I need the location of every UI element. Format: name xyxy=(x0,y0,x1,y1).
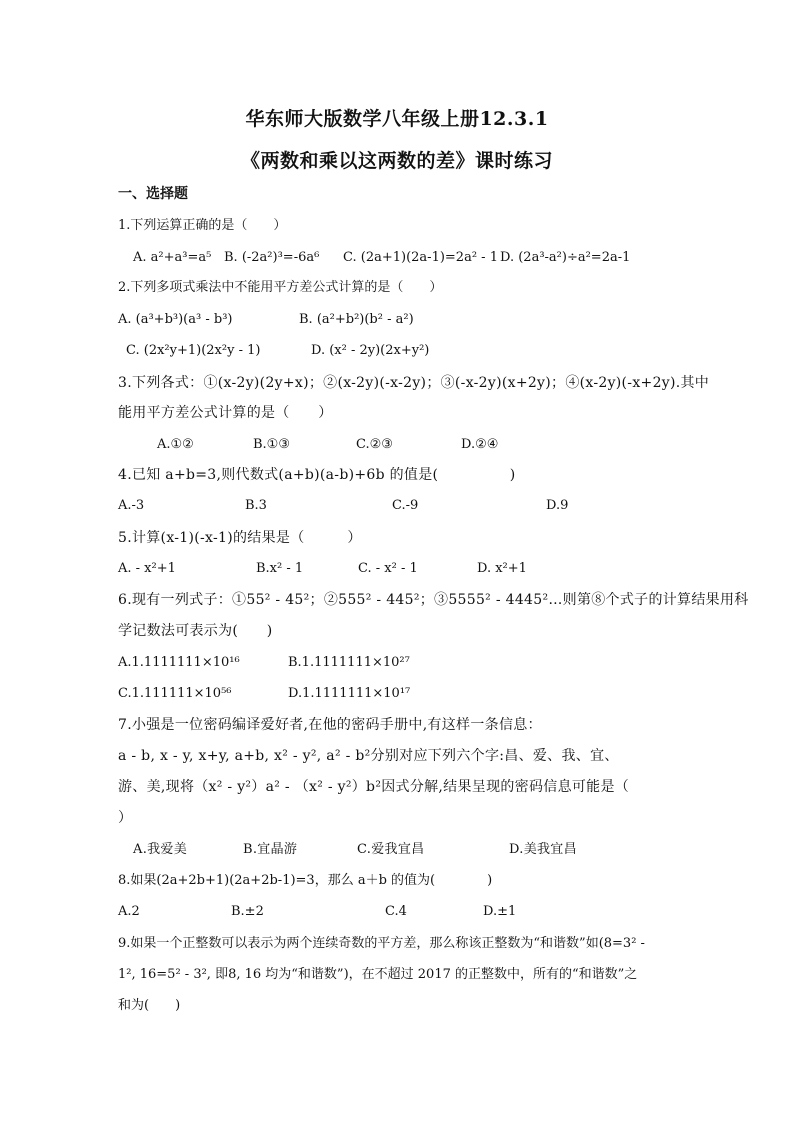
question-6-stem-line-1: 6.现有一列式子：①55² - 45²；②555² - 445²；③5555² - 4445²…则第⑧个式子的计算结果用科 xyxy=(118,592,749,608)
question-1-option-d: D. (2a³-a²)÷a²=2a-1 xyxy=(500,250,631,265)
question-2-stem: 2.下列多项式乘法中不能用平方差公式计算的是（ ） xyxy=(118,280,443,295)
question-5-option-b: B.x² - 1 xyxy=(256,561,304,576)
question-2-option-b: B. (a²+b²)(b² - a²) xyxy=(299,312,414,327)
question-7-option-d: D.美我宜昌 xyxy=(509,842,577,857)
title-line-2: 《两数和乘以这两数的差》课时练习 xyxy=(240,150,553,172)
question-2-option-d: D. (x² - 2y)(2x+y²) xyxy=(311,343,430,358)
question-4-option-b: B.3 xyxy=(245,498,267,513)
question-5-option-c: C. - x² - 1 xyxy=(358,561,418,576)
question-9-stem-line-1: 9.如果一个正整数可以表示为两个连续奇数的平方差，那么称该正整数为“和谐数”如(8=3² - xyxy=(118,936,645,951)
section-heading: 一、选择题 xyxy=(118,186,188,202)
question-1-option-c: C. (2a+1)(2a-1)=2a² - 1 xyxy=(343,250,498,265)
question-1-option-b: B. (-2a²)³=-6a⁶ xyxy=(224,250,320,265)
question-4-option-a: A.-3 xyxy=(118,498,145,513)
question-7-option-c: C.爱我宜昌 xyxy=(357,842,425,857)
question-5-option-a: A. - x²+1 xyxy=(118,561,176,576)
question-7-stem-line-3: 游、美,现将（x² - y²）a² - （x² - y²）b²因式分解,结果呈现的密码信息可能是（ xyxy=(118,779,630,795)
question-5-option-d: D. x²+1 xyxy=(477,561,527,576)
question-4-option-c: C.-9 xyxy=(392,498,419,513)
question-3-option-a: A.①② xyxy=(157,437,194,452)
question-3-stem-line-1: 3.下列各式：①(x-2y)(2y+x)；②(x-2y)(-x-2y)；③(-x-2y)(x+2y)；④(x-2y)(-x+2y).其中 xyxy=(118,375,710,391)
question-8-option-c: C.4 xyxy=(385,904,407,919)
question-4-stem: 4.已知 a+b=3,则代数式(a+b)(a-b)+6b 的值是( ) xyxy=(118,467,516,483)
question-6-option-c: C.1.111111×10⁵⁶ xyxy=(118,686,232,701)
question-2-option-a: A. (a³+b³)(a³ - b³) xyxy=(118,312,233,327)
question-6-option-a: A.1.1111111×10¹⁶ xyxy=(118,655,240,670)
question-7-option-b: B.宜晶游 xyxy=(243,842,298,857)
question-6-stem-line-2: 学记数法可表示为( ) xyxy=(118,623,273,639)
question-6-option-d: D.1.1111111×10¹⁷ xyxy=(288,686,411,701)
question-5-stem: 5.计算(x-1)(-x-1)的结果是（ ） xyxy=(118,530,362,546)
question-8-option-b: B.±2 xyxy=(231,904,264,919)
question-9-stem-line-3: 和为( ) xyxy=(118,998,181,1013)
question-9-stem-line-2: 1², 16=5² - 3², 即8, 16 均为“和谐数”)，在不超过 2017 的正整数中，所有的“和谐数”之 xyxy=(118,967,638,982)
question-1-option-a: A. a²+a³=a⁵ xyxy=(133,250,212,265)
question-7-stem-line-2: a - b, x - y, x+y, a+b, x² - y², a² - b²分别对应下列六个字:昌、爱、我、宜、 xyxy=(118,748,619,764)
question-2-option-c: C. (2x²y+1)(2x²y - 1) xyxy=(126,343,261,358)
title-line-1: 华东师大版数学八年级上册12.3.1 xyxy=(245,108,549,130)
question-1-stem: 1.下列运算正确的是（ ） xyxy=(118,218,287,233)
question-7-option-a: A.我爱美 xyxy=(133,842,188,857)
question-8-stem: 8.如果(2a+2b+1)(2a+2b-1)=3，那么 a＋b 的值为( ) xyxy=(118,873,493,888)
question-7-stem-line-4: ） xyxy=(118,810,133,826)
question-3-option-b: B.①③ xyxy=(253,437,290,452)
question-7-stem-line-1: 7.小强是一位密码编译爱好者,在他的密码手册中,有这样一条信息： xyxy=(118,717,542,733)
question-4-option-d: D.9 xyxy=(546,498,569,513)
question-8-option-d: D.±1 xyxy=(483,904,517,919)
question-3-stem-line-2: 能用平方差公式计算的是（ ） xyxy=(118,405,333,421)
question-3-option-d: D.②④ xyxy=(461,437,499,452)
question-6-option-b: B.1.1111111×10²⁷ xyxy=(288,655,410,670)
question-8-option-a: A.2 xyxy=(118,904,140,919)
question-3-option-c: C.②③ xyxy=(356,437,393,452)
